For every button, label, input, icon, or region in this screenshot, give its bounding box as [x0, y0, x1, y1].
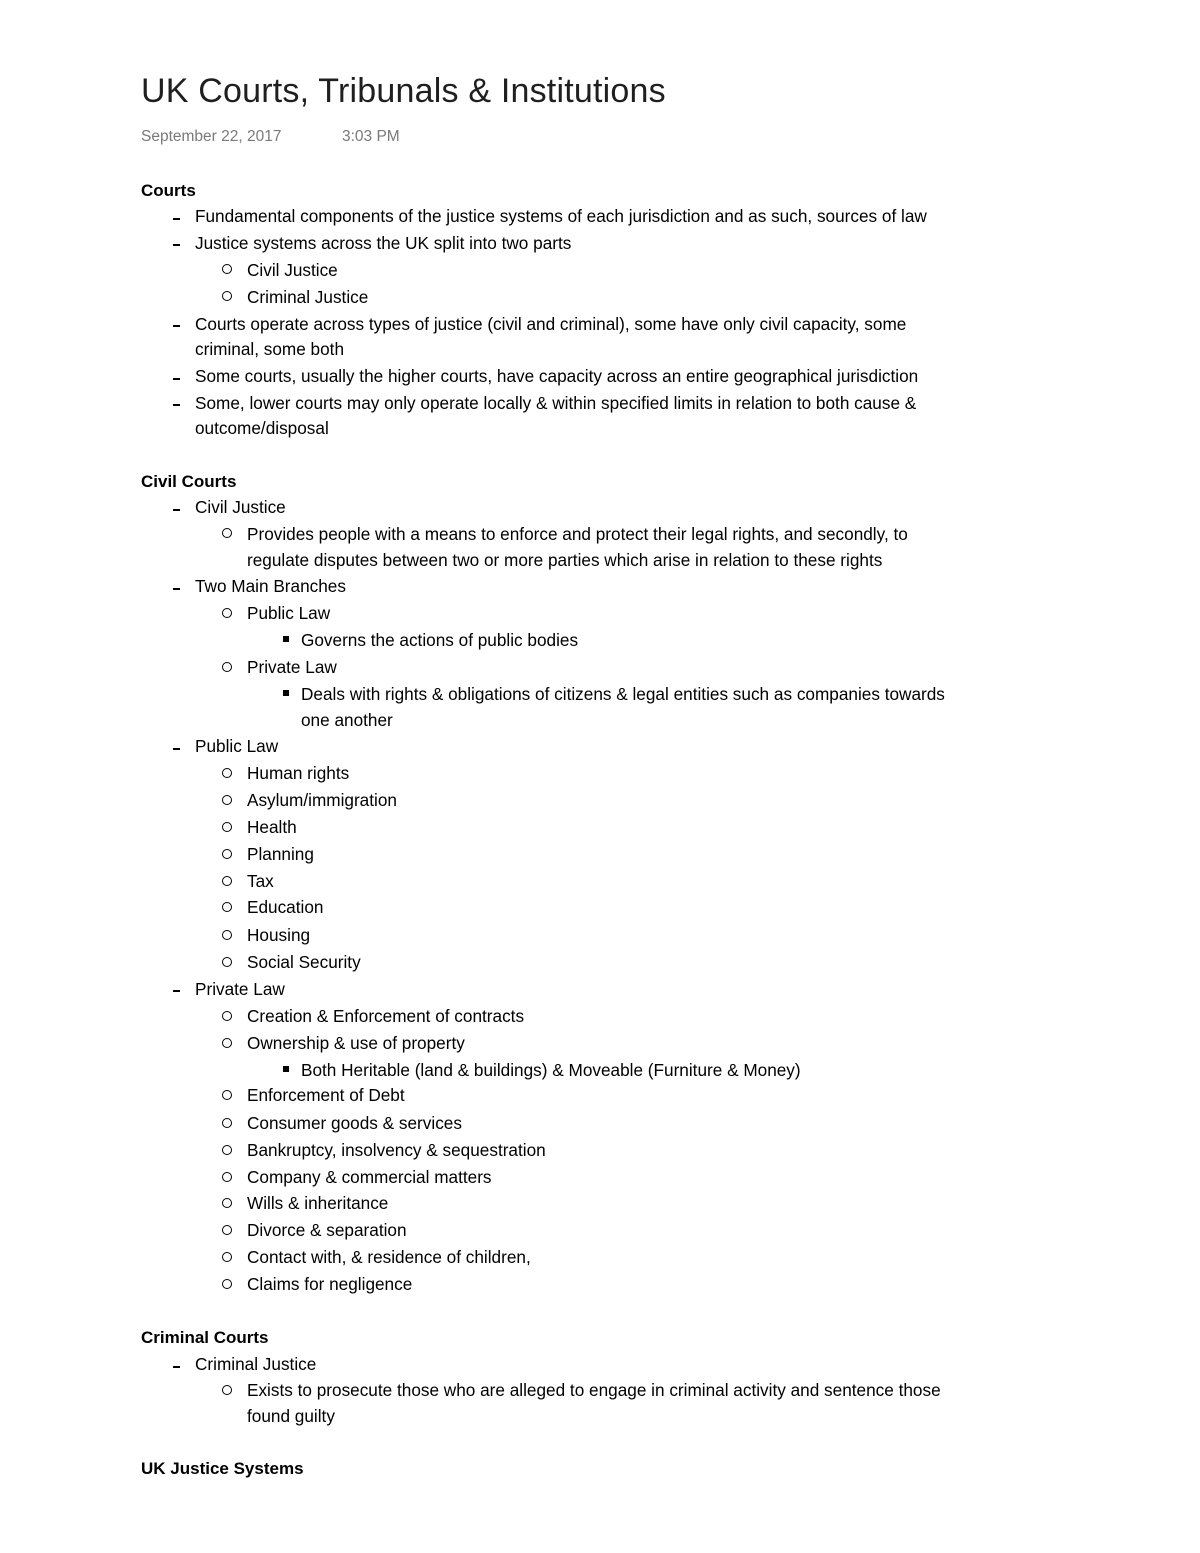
- list-item: Consumer goods & services: [247, 1113, 462, 1133]
- circle-bullet: [222, 1252, 232, 1262]
- list-item: Justice systems across the UK split into two parts: [195, 233, 572, 253]
- dash-bullet: [173, 588, 180, 590]
- list-item: Governs the actions of public bodies: [301, 630, 579, 650]
- dash-bullet: [173, 404, 180, 406]
- list-item: Civil Justice: [247, 260, 338, 280]
- circle-bullet: [222, 768, 232, 778]
- circle-bullet: [222, 1145, 232, 1155]
- list-item-continuation: outcome/disposal: [195, 418, 329, 438]
- list-item: Asylum/immigration: [247, 790, 397, 810]
- page-title: UK Courts, Tribunals & Institutions: [141, 72, 666, 110]
- circle-bullet: [222, 795, 232, 805]
- circle-bullet: [222, 1038, 232, 1048]
- list-item: Enforcement of Debt: [247, 1085, 405, 1105]
- list-item: Wills & inheritance: [247, 1193, 389, 1213]
- list-item: Health: [247, 817, 297, 837]
- circle-bullet: [222, 957, 232, 967]
- circle-bullet: [222, 1385, 232, 1395]
- list-item: Social Security: [247, 952, 361, 972]
- list-item-continuation: found guilty: [247, 1406, 335, 1426]
- dash-bullet: [173, 1366, 180, 1368]
- circle-bullet: [222, 528, 232, 538]
- list-item: Human rights: [247, 763, 350, 783]
- square-bullet: [283, 1066, 289, 1072]
- list-item: Two Main Branches: [195, 576, 346, 596]
- list-item: Education: [247, 897, 324, 917]
- list-item: Divorce & separation: [247, 1220, 407, 1240]
- list-item: Some, lower courts may only operate locally & within specified limits in relation to both cause &: [195, 393, 917, 413]
- circle-bullet: [222, 1279, 232, 1289]
- circle-bullet: [222, 876, 232, 886]
- list-item-continuation: one another: [301, 710, 393, 730]
- square-bullet: [283, 690, 289, 696]
- list-item: Creation & Enforcement of contracts: [247, 1006, 525, 1026]
- list-item: Claims for negligence: [247, 1274, 413, 1294]
- list-item: Courts operate across types of justice (civil and criminal), some have only civil capacity, some: [195, 314, 907, 334]
- list-item: Deals with rights & obligations of citizens & legal entities such as companies towards: [301, 684, 945, 704]
- circle-bullet: [222, 1225, 232, 1235]
- page-time: 3:03 PM: [342, 128, 400, 145]
- list-item: Criminal Justice: [195, 1354, 317, 1374]
- circle-bullet: [222, 608, 232, 618]
- list-item: Housing: [247, 925, 311, 945]
- list-item: Private Law: [195, 979, 285, 999]
- circle-bullet: [222, 662, 232, 672]
- list-item: Bankruptcy, insolvency & sequestration: [247, 1140, 546, 1160]
- dash-bullet: [173, 509, 180, 511]
- page-timestamp: [141, 128, 400, 146]
- list-item: Fundamental components of the justice systems of each jurisdiction and as such, sources of law: [195, 206, 927, 226]
- circle-bullet: [222, 1118, 232, 1128]
- list-item: Planning: [247, 844, 314, 864]
- list-item: Both Heritable (land & buildings) & Moveable (Furniture & Money): [301, 1060, 801, 1080]
- circle-bullet: [222, 930, 232, 940]
- list-item: Company & commercial matters: [247, 1167, 492, 1187]
- circle-bullet: [222, 849, 232, 859]
- list-item: Criminal Justice: [247, 287, 369, 307]
- list-item: Ownership & use of property: [247, 1033, 465, 1053]
- dash-bullet: [173, 244, 180, 246]
- square-bullet: [283, 636, 289, 642]
- page-date: September 22, 2017: [141, 128, 282, 145]
- section-heading-uk-justice-systems: UK Justice Systems: [141, 1459, 304, 1478]
- dash-bullet: [173, 990, 180, 992]
- list-item-continuation: regulate disputes between two or more parties which arise in relation to these rights: [247, 550, 883, 570]
- list-item: Public Law: [195, 736, 279, 756]
- circle-bullet: [222, 264, 232, 274]
- list-item: Provides people with a means to enforce and protect their legal rights, and secondly, to: [247, 524, 908, 544]
- circle-bullet: [222, 902, 232, 912]
- section-heading-courts: Courts: [141, 181, 196, 200]
- dash-bullet: [173, 748, 180, 750]
- list-item: Public Law: [247, 603, 331, 623]
- circle-bullet: [222, 1172, 232, 1182]
- section-heading-civil-courts: Civil Courts: [141, 472, 237, 491]
- list-item: Civil Justice: [195, 497, 286, 517]
- dash-bullet: [173, 218, 180, 220]
- list-item: Tax: [247, 871, 274, 891]
- circle-bullet: [222, 1011, 232, 1021]
- list-item: Private Law: [247, 657, 337, 677]
- list-item: Contact with, & residence of children,: [247, 1247, 531, 1267]
- section-heading-criminal-courts: Criminal Courts: [141, 1328, 269, 1347]
- dash-bullet: [173, 325, 180, 327]
- dash-bullet: [173, 378, 180, 380]
- circle-bullet: [222, 1198, 232, 1208]
- circle-bullet: [222, 1090, 232, 1100]
- list-item: Exists to prosecute those who are alleged to engage in criminal activity and sentence those: [247, 1380, 941, 1400]
- circle-bullet: [222, 291, 232, 301]
- circle-bullet: [222, 822, 232, 832]
- list-item-continuation: criminal, some both: [195, 339, 345, 359]
- list-item: Some courts, usually the higher courts, have capacity across an entire geographical jurisdiction: [195, 366, 919, 386]
